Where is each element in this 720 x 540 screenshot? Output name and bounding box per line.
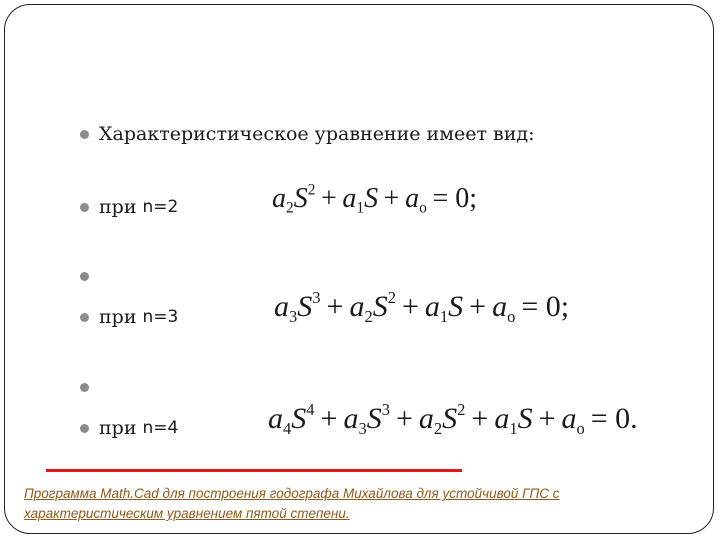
mathcad-program-link[interactable]: Программа Math.Cad для построения годографа Михайлова для устойчивой ГПС с характеристическим уравнением пятой степени.: [24, 486, 560, 521]
eq-index: o: [507, 306, 516, 326]
eq-index: 4: [283, 418, 292, 438]
eq-operator: +: [314, 402, 344, 435]
eq-coef: a: [272, 183, 286, 214]
eq-rhs: = 0;: [515, 290, 570, 323]
eq-coef: a: [274, 290, 289, 323]
bullet-item-intro: [80, 123, 535, 145]
condition-prefix: при: [99, 417, 137, 439]
condition-prefix: при: [99, 196, 137, 218]
eq-index: 3: [289, 306, 298, 326]
eq-var: S: [372, 290, 388, 323]
eq-index: 1: [356, 199, 365, 217]
eq-coef: a: [342, 183, 357, 214]
bullet-item-n4: [80, 417, 178, 439]
eq-rhs: = 0.: [584, 402, 638, 435]
condition-value: n=3: [142, 307, 179, 327]
eq-index: 2: [286, 199, 294, 217]
bullet-icon: [80, 424, 89, 433]
eq-index: 1: [509, 418, 518, 438]
equation-n3: [274, 287, 570, 326]
eq-rhs: = 0;: [426, 183, 478, 214]
bullet-item-empty: [80, 272, 99, 281]
eq-var: S: [442, 402, 458, 435]
eq-index: 2: [364, 306, 373, 326]
eq-coef: a: [492, 290, 508, 323]
eq-power: 3: [312, 287, 321, 307]
eq-operator: +: [320, 290, 350, 323]
eq-coef: a: [405, 183, 420, 214]
eq-operator: +: [315, 183, 343, 214]
eq-var: S: [364, 183, 379, 214]
bullet-icon: [80, 272, 89, 281]
eq-var: S: [297, 290, 313, 323]
eq-operator: +: [465, 402, 495, 435]
eq-index: 1: [439, 306, 449, 326]
bullet-item-empty: [80, 383, 99, 392]
bullet-icon: [80, 313, 89, 322]
eq-power: 2: [457, 399, 466, 419]
eq-var: S: [448, 290, 464, 323]
eq-power: 3: [381, 399, 390, 419]
eq-operator: +: [532, 402, 562, 435]
eq-operator: +: [378, 183, 406, 214]
bullet-item-n3: [80, 306, 178, 328]
condition-value: n=2: [142, 197, 179, 217]
eq-var: S: [291, 402, 307, 435]
condition-value: n=4: [142, 418, 179, 438]
eq-operator: +: [389, 402, 419, 435]
divider-line: [46, 469, 462, 472]
equation-n4: [268, 399, 638, 438]
eq-var: S: [293, 183, 308, 214]
eq-power: 2: [387, 287, 396, 307]
bullet-item-n2: [80, 196, 178, 218]
eq-coef: a: [424, 290, 440, 323]
eq-coef: a: [494, 402, 510, 435]
eq-operator: +: [395, 290, 425, 323]
eq-coef: a: [561, 402, 577, 435]
intro-text: Характеристическое уравнение имеет вид:: [99, 123, 535, 145]
eq-coef: a: [343, 402, 359, 435]
eq-index: 2: [433, 418, 443, 438]
eq-coef: a: [268, 402, 283, 435]
equation-n2: [272, 183, 477, 215]
eq-power: 2: [307, 181, 316, 199]
bullet-icon: [80, 383, 89, 392]
eq-coef: a: [349, 290, 365, 323]
eq-power: 4: [306, 399, 315, 419]
eq-operator: +: [463, 290, 493, 323]
eq-index: o: [419, 199, 427, 217]
bullet-icon: [80, 203, 89, 212]
eq-index: 3: [358, 418, 367, 438]
bullet-icon: [80, 130, 89, 139]
eq-coef: a: [418, 402, 434, 435]
eq-index: o: [576, 418, 585, 438]
condition-prefix: при: [99, 306, 137, 328]
slide-frame: [4, 4, 714, 534]
eq-var: S: [517, 402, 533, 435]
eq-var: S: [366, 402, 382, 435]
